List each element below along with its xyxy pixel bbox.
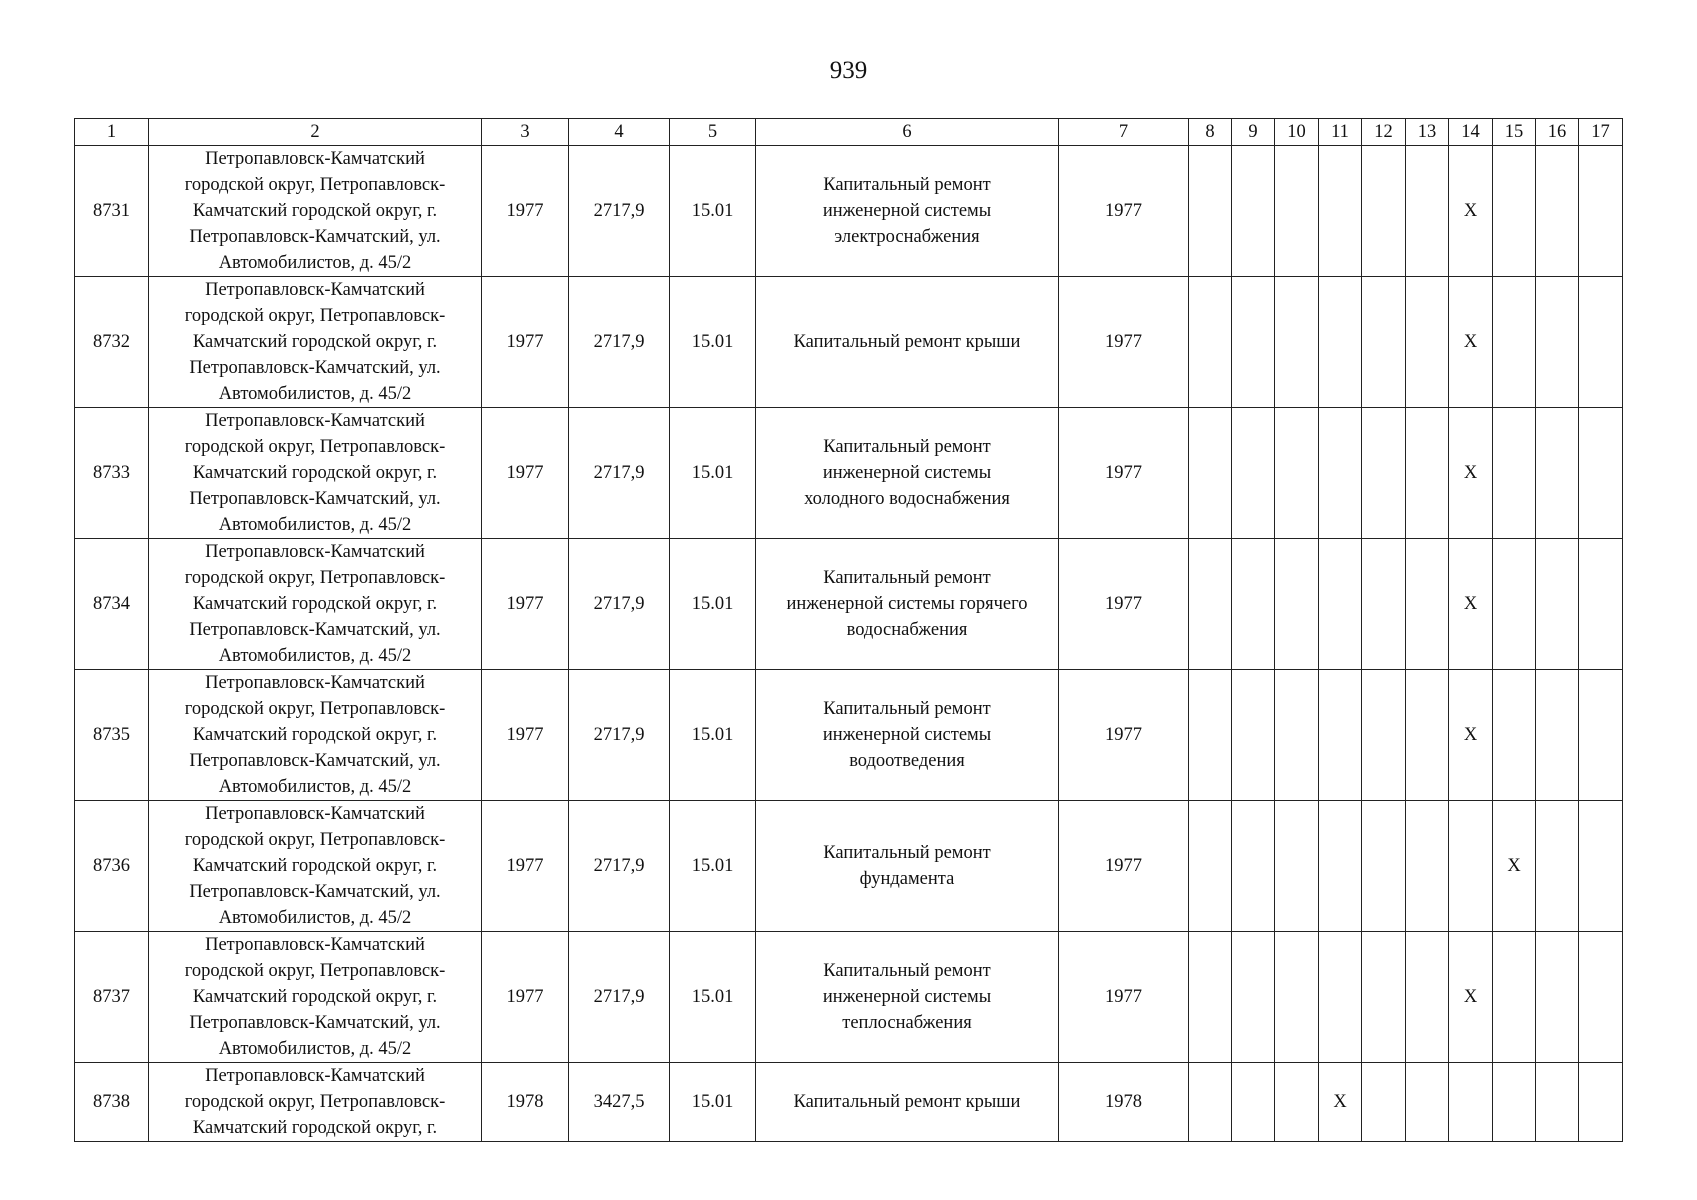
mark-cell [1189, 932, 1232, 1063]
address-text [155, 277, 475, 407]
address-line: Петропавловск-Камчатский [205, 542, 425, 562]
mark-cell [1449, 932, 1493, 1063]
address-line: городской округ, Петропавловск- [184, 437, 446, 457]
planned-year: 1977 [1105, 594, 1142, 614]
planned-year: 1977 [1105, 725, 1142, 745]
address-line: Петропавловск-Камчатский [205, 673, 425, 693]
column-header: 8 [1189, 119, 1232, 146]
area-cell [569, 277, 670, 408]
planned-year: 1977 [1105, 987, 1142, 1007]
area-value: 2717,9 [593, 463, 645, 483]
year-cell [482, 146, 569, 277]
code-cell [670, 1063, 756, 1142]
row-number-cell [75, 146, 149, 277]
mark-cell [1406, 801, 1449, 932]
mark-cell [1319, 670, 1362, 801]
build-year: 1977 [506, 856, 544, 876]
mark-cell [1275, 932, 1319, 1063]
mark-cell [1493, 1063, 1536, 1142]
build-year: 1977 [506, 594, 544, 614]
mark-cell [1536, 146, 1579, 277]
column-header: 5 [670, 119, 756, 146]
column-header: 13 [1406, 119, 1449, 146]
code-cell [670, 146, 756, 277]
row-number-cell [75, 801, 149, 932]
mark-value: X [1333, 1092, 1347, 1112]
work-description-line: водоотведения [849, 751, 965, 771]
planned-year: 1977 [1105, 856, 1142, 876]
mark-value: X [1463, 594, 1478, 614]
code-cell [670, 408, 756, 539]
row-number: 8731 [93, 201, 130, 221]
mark-value: X [1463, 987, 1478, 1007]
mark-cell [1579, 408, 1623, 539]
mark-cell [1406, 670, 1449, 801]
area-value: 2717,9 [593, 332, 645, 352]
mark-cell [1493, 277, 1536, 408]
repair-schedule-table [74, 118, 1623, 1142]
address-text [155, 539, 475, 669]
year-cell [482, 277, 569, 408]
address-line: Петропавловск-Камчатский, ул. [189, 751, 441, 771]
work-description-line: Капитальный ремонт крыши [793, 1092, 1021, 1112]
mark-value: X [1463, 201, 1478, 221]
code-cell [670, 801, 756, 932]
area-cell [569, 932, 670, 1063]
area-value: 2717,9 [593, 856, 645, 876]
address-line: Камчатский городской округ, г. [192, 201, 438, 221]
mark-cell [1319, 408, 1362, 539]
address-text [155, 670, 475, 800]
column-header: 10 [1275, 119, 1319, 146]
mark-cell [1319, 539, 1362, 670]
address-line: Петропавловск-Камчатский, ул. [189, 620, 441, 640]
mark-cell [1449, 408, 1493, 539]
mark-cell [1275, 277, 1319, 408]
build-year: 1977 [506, 725, 544, 745]
mark-cell [1449, 801, 1493, 932]
work-description-line: инженерной системы горячего [786, 594, 1028, 614]
mark-cell [1536, 801, 1579, 932]
address-line: Петропавловск-Камчатский [205, 411, 425, 431]
address-line: городской округ, Петропавловск- [184, 175, 446, 195]
year-cell [482, 1063, 569, 1142]
mark-cell [1449, 277, 1493, 408]
mark-cell [1232, 408, 1275, 539]
period-cell [1059, 1063, 1189, 1142]
mark-cell [1189, 801, 1232, 932]
mark-cell [1275, 1063, 1319, 1142]
address-line: Камчатский городской округ, г. [192, 987, 438, 1007]
work-description-line: водоснабжения [846, 620, 968, 640]
mark-cell [1536, 670, 1579, 801]
area-cell [569, 146, 670, 277]
work-description-line: Капитальный ремонт [823, 843, 991, 863]
area-value: 3427,5 [593, 1092, 645, 1112]
address-line: городской округ, Петропавловск- [184, 306, 446, 326]
address-line: Петропавловск-Камчатский, ул. [189, 489, 441, 509]
address-cell [149, 670, 482, 801]
row-number: 8733 [93, 463, 130, 483]
address-line: Автомобилистов, д. 45/2 [218, 515, 412, 535]
address-line: Автомобилистов, д. 45/2 [218, 1039, 412, 1059]
column-header: 3 [482, 119, 569, 146]
column-header: 6 [756, 119, 1059, 146]
period-cell [1059, 932, 1189, 1063]
mark-cell [1579, 277, 1623, 408]
address-cell [149, 408, 482, 539]
mark-cell [1449, 670, 1493, 801]
work-code: 15.01 [691, 725, 734, 745]
column-header: 7 [1059, 119, 1189, 146]
code-cell [670, 670, 756, 801]
work-cell [756, 146, 1059, 277]
area-cell [569, 801, 670, 932]
column-header: 14 [1449, 119, 1493, 146]
work-description-line: Капитальный ремонт [823, 568, 991, 588]
mark-cell [1579, 932, 1623, 1063]
mark-cell [1275, 146, 1319, 277]
address-line: Автомобилистов, д. 45/2 [218, 908, 412, 928]
row-number: 8735 [93, 725, 130, 745]
mark-cell [1579, 670, 1623, 801]
address-line: Автомобилистов, д. 45/2 [218, 384, 412, 404]
mark-cell [1579, 146, 1623, 277]
mark-cell [1232, 277, 1275, 408]
work-description-line: инженерной системы [822, 725, 992, 745]
address-cell [149, 1063, 482, 1142]
address-cell [149, 801, 482, 932]
mark-cell [1362, 146, 1406, 277]
address-line: Автомобилистов, д. 45/2 [218, 646, 412, 666]
table-row [75, 146, 1623, 277]
row-number-cell [75, 670, 149, 801]
mark-cell [1449, 539, 1493, 670]
mark-cell [1232, 670, 1275, 801]
mark-cell [1232, 146, 1275, 277]
mark-value: X [1463, 725, 1478, 745]
work-description-line: Капитальный ремонт крыши [793, 332, 1021, 352]
work-description-line: Капитальный ремонт [823, 961, 991, 981]
mark-cell [1232, 1063, 1275, 1142]
work-description-line: Капитальный ремонт [823, 437, 991, 457]
table-row [75, 801, 1623, 932]
row-number-cell [75, 539, 149, 670]
area-cell [569, 539, 670, 670]
mark-cell [1362, 408, 1406, 539]
mark-cell [1189, 146, 1232, 277]
mark-cell [1579, 1063, 1623, 1142]
row-number: 8738 [93, 1092, 130, 1112]
row-number-cell [75, 408, 149, 539]
work-code: 15.01 [691, 594, 734, 614]
mark-cell [1362, 801, 1406, 932]
row-number-cell [75, 1063, 149, 1142]
year-cell [482, 801, 569, 932]
work-description-line: Капитальный ремонт [823, 175, 991, 195]
mark-cell [1493, 146, 1536, 277]
period-cell [1059, 539, 1189, 670]
address-line: городской округ, Петропавловск- [184, 699, 446, 719]
area-value: 2717,9 [593, 201, 645, 221]
address-line: Петропавловск-Камчатский, ул. [189, 358, 441, 378]
address-line: Автомобилистов, д. 45/2 [218, 777, 412, 797]
table-row [75, 1063, 1623, 1142]
build-year: 1978 [506, 1092, 544, 1112]
column-header: 11 [1319, 119, 1362, 146]
mark-cell [1189, 408, 1232, 539]
column-header: 9 [1232, 119, 1275, 146]
mark-cell [1493, 408, 1536, 539]
mark-cell [1319, 146, 1362, 277]
planned-year: 1978 [1105, 1092, 1142, 1112]
work-code: 15.01 [691, 332, 734, 352]
mark-cell [1536, 277, 1579, 408]
mark-cell [1232, 539, 1275, 670]
area-cell [569, 1063, 670, 1142]
address-line: Петропавловск-Камчатский, ул. [189, 227, 441, 247]
period-cell [1059, 801, 1189, 932]
row-number: 8734 [93, 594, 130, 614]
address-text [155, 801, 475, 931]
address-line: Петропавловск-Камчатский [205, 935, 425, 955]
column-header: 4 [569, 119, 670, 146]
mark-cell [1189, 1063, 1232, 1142]
address-cell [149, 932, 482, 1063]
address-line: Петропавловск-Камчатский [205, 280, 425, 300]
year-cell [482, 670, 569, 801]
address-text [155, 146, 475, 276]
mark-cell [1406, 408, 1449, 539]
work-code: 15.01 [691, 856, 734, 876]
address-cell [149, 539, 482, 670]
address-line: Камчатский городской округ, г. [192, 1118, 438, 1138]
mark-cell [1449, 146, 1493, 277]
mark-cell [1406, 1063, 1449, 1142]
mark-cell [1493, 539, 1536, 670]
address-line: городской округ, Петропавловск- [184, 961, 446, 981]
column-number-row [75, 119, 1623, 146]
mark-value: X [1463, 332, 1478, 352]
area-value: 2717,9 [593, 987, 645, 1007]
work-cell [756, 670, 1059, 801]
column-header: 2 [149, 119, 482, 146]
mark-cell [1362, 670, 1406, 801]
code-cell [670, 277, 756, 408]
mark-cell [1189, 670, 1232, 801]
column-header: 1 [75, 119, 149, 146]
planned-year: 1977 [1105, 201, 1142, 221]
mark-cell [1189, 277, 1232, 408]
mark-cell [1406, 146, 1449, 277]
row-number: 8736 [93, 856, 130, 876]
period-cell [1059, 670, 1189, 801]
mark-cell [1449, 1063, 1493, 1142]
planned-year: 1977 [1105, 332, 1142, 352]
mark-cell [1362, 932, 1406, 1063]
code-cell [670, 539, 756, 670]
work-description-line: холодного водоснабжения [804, 489, 1010, 509]
mark-cell [1319, 277, 1362, 408]
mark-cell [1275, 539, 1319, 670]
address-line: Петропавловск-Камчатский, ул. [189, 1013, 441, 1033]
address-text [155, 932, 475, 1062]
address-line: городской округ, Петропавловск- [184, 1092, 446, 1112]
build-year: 1977 [506, 332, 544, 352]
row-number-cell [75, 932, 149, 1063]
area-value: 2717,9 [593, 725, 645, 745]
address-cell [149, 277, 482, 408]
mark-cell [1493, 932, 1536, 1063]
address-line: Камчатский городской округ, г. [192, 463, 438, 483]
table-row [75, 670, 1623, 801]
address-line: Автомобилистов, д. 45/2 [218, 253, 412, 273]
mark-cell [1319, 801, 1362, 932]
work-cell [756, 932, 1059, 1063]
work-description-line: теплоснабжения [842, 1013, 972, 1033]
code-cell [670, 932, 756, 1063]
work-code: 15.01 [691, 987, 734, 1007]
table-header [75, 119, 1623, 146]
address-line: городской округ, Петропавловск- [184, 568, 446, 588]
work-code: 15.01 [691, 201, 734, 221]
mark-cell [1362, 539, 1406, 670]
address-line: Петропавловск-Камчатский [205, 804, 425, 824]
area-cell [569, 408, 670, 539]
planned-year: 1977 [1105, 463, 1142, 483]
work-code: 15.01 [691, 463, 734, 483]
mark-cell [1275, 408, 1319, 539]
work-cell [756, 801, 1059, 932]
mark-cell [1579, 539, 1623, 670]
mark-cell [1536, 408, 1579, 539]
row-number: 8737 [93, 987, 130, 1007]
table-row [75, 932, 1623, 1063]
address-line: городской округ, Петропавловск- [184, 830, 446, 850]
column-header: 16 [1536, 119, 1579, 146]
work-description-line: инженерной системы [822, 463, 992, 483]
mark-cell [1406, 277, 1449, 408]
mark-cell [1536, 932, 1579, 1063]
mark-cell [1232, 801, 1275, 932]
address-line: Камчатский городской округ, г. [192, 594, 438, 614]
work-description-line: инженерной системы [822, 201, 992, 221]
build-year: 1977 [506, 463, 544, 483]
mark-cell [1362, 1063, 1406, 1142]
table-row [75, 539, 1623, 670]
mark-cell [1536, 1063, 1579, 1142]
build-year: 1977 [506, 987, 544, 1007]
work-cell [756, 408, 1059, 539]
row-number-cell [75, 277, 149, 408]
address-line: Петропавловск-Камчатский [205, 149, 425, 169]
mark-value: X [1463, 463, 1478, 483]
column-header: 12 [1362, 119, 1406, 146]
mark-cell [1536, 539, 1579, 670]
address-line: Петропавловск-Камчатский [205, 1066, 425, 1086]
table-row [75, 277, 1623, 408]
mark-cell [1319, 1063, 1362, 1142]
period-cell [1059, 146, 1189, 277]
address-text [155, 1063, 475, 1141]
table-row [75, 408, 1623, 539]
mark-cell [1406, 539, 1449, 670]
work-code: 15.01 [691, 1092, 734, 1112]
mark-cell [1275, 801, 1319, 932]
work-description-line: инженерной системы [822, 987, 992, 1007]
mark-cell [1406, 932, 1449, 1063]
work-description-line: фундамента [859, 869, 955, 889]
work-description-line: Капитальный ремонт [823, 699, 991, 719]
mark-cell [1362, 277, 1406, 408]
mark-cell [1493, 670, 1536, 801]
period-cell [1059, 277, 1189, 408]
page-number: 939 [829, 57, 868, 84]
address-line: Камчатский городской округ, г. [192, 332, 438, 352]
work-description-line: электроснабжения [834, 227, 980, 247]
mark-value: X [1507, 856, 1521, 876]
mark-cell [1275, 670, 1319, 801]
table-body [75, 146, 1623, 1142]
column-header: 17 [1579, 119, 1623, 146]
year-cell [482, 932, 569, 1063]
address-line: Камчатский городской округ, г. [192, 725, 438, 745]
mark-cell [1189, 539, 1232, 670]
address-line: Петропавловск-Камчатский, ул. [189, 882, 441, 902]
work-cell [756, 277, 1059, 408]
year-cell [482, 408, 569, 539]
build-year: 1977 [506, 201, 544, 221]
column-header: 15 [1493, 119, 1536, 146]
mark-cell [1493, 801, 1536, 932]
work-cell [756, 1063, 1059, 1142]
address-text [155, 408, 475, 538]
address-cell [149, 146, 482, 277]
address-line: Камчатский городской округ, г. [192, 856, 438, 876]
area-value: 2717,9 [593, 594, 645, 614]
period-cell [1059, 408, 1189, 539]
mark-cell [1319, 932, 1362, 1063]
work-cell [756, 539, 1059, 670]
mark-cell [1579, 801, 1623, 932]
row-number: 8732 [93, 332, 130, 352]
mark-cell [1232, 932, 1275, 1063]
year-cell [482, 539, 569, 670]
area-cell [569, 670, 670, 801]
